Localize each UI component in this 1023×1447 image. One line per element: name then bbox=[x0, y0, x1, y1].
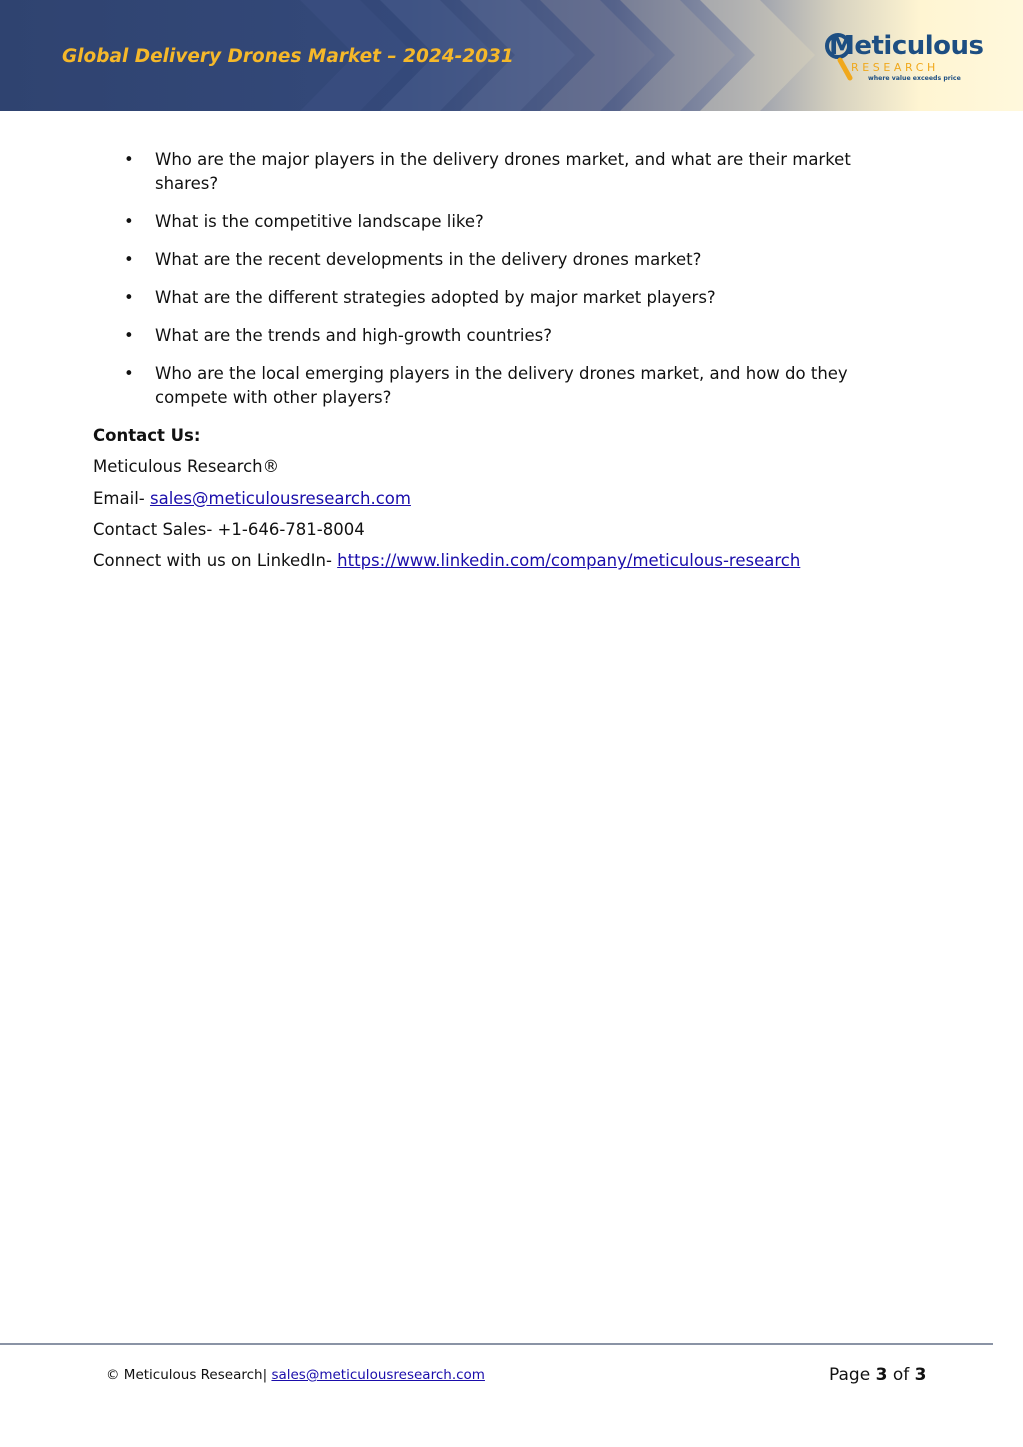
page-number bbox=[829, 1364, 926, 1386]
question-text: Who are the local emerging players in the delivery drones market, and how do they compete with other players? bbox=[155, 364, 848, 407]
contact-heading: Contact Us: bbox=[93, 426, 201, 445]
key-questions-list bbox=[120, 148, 910, 424]
bullet-icon: • bbox=[124, 212, 134, 231]
meticulous-research-logo bbox=[823, 28, 984, 90]
list-item bbox=[120, 210, 910, 234]
page-total: 3 bbox=[914, 1365, 927, 1385]
question-text: What are the different strategies adopted by major market players? bbox=[155, 288, 716, 307]
page-of: of bbox=[892, 1365, 910, 1385]
logo-subtitle: RESEARCH bbox=[851, 61, 939, 74]
contact-section bbox=[93, 424, 943, 580]
page-header-band bbox=[0, 0, 1023, 111]
email-line bbox=[93, 487, 943, 518]
bullet-icon: • bbox=[124, 326, 134, 345]
bullet-icon: • bbox=[124, 150, 134, 169]
page-current: 3 bbox=[875, 1365, 888, 1385]
bullet-icon: • bbox=[124, 364, 134, 383]
linkedin-link[interactable]: https://www.linkedin.com/company/meticulous-research bbox=[337, 551, 801, 571]
question-text: What are the recent developments in the delivery drones market? bbox=[155, 250, 702, 269]
page-word: Page bbox=[829, 1365, 871, 1385]
email-link[interactable]: sales@meticulousresearch.com bbox=[149, 488, 411, 508]
list-item bbox=[120, 362, 910, 410]
document-title: Global Delivery Drones Market – 2024-2031 bbox=[62, 46, 514, 67]
question-text: What is the competitive landscape like? bbox=[155, 212, 484, 231]
copyright-text: © Meticulous Research| bbox=[106, 1367, 268, 1383]
linkedin-label: Connect with us on LinkedIn- bbox=[93, 551, 338, 571]
list-item bbox=[120, 286, 910, 310]
footer-copyright bbox=[106, 1366, 485, 1384]
sales-phone: Contact Sales- +1-646-781-8004 bbox=[93, 519, 365, 539]
company-name: Meticulous Research® bbox=[93, 457, 280, 477]
list-item bbox=[120, 248, 910, 272]
list-item bbox=[120, 148, 910, 196]
logo-wordmark: Meticulous bbox=[829, 31, 984, 61]
bullet-icon: • bbox=[124, 250, 134, 269]
bullet-icon: • bbox=[124, 288, 134, 307]
footer-divider bbox=[0, 1343, 993, 1345]
logo-tagline: where value exceeds price bbox=[868, 75, 961, 82]
footer-email-link[interactable]: sales@meticulousresearch.com bbox=[271, 1367, 485, 1383]
list-item bbox=[120, 324, 910, 348]
question-text: What are the trends and high-growth countries? bbox=[155, 326, 552, 345]
linkedin-line bbox=[93, 549, 943, 580]
question-text: Who are the major players in the delivery drones market, and what are their market shares? bbox=[155, 150, 851, 193]
email-label: Email- bbox=[93, 488, 150, 508]
